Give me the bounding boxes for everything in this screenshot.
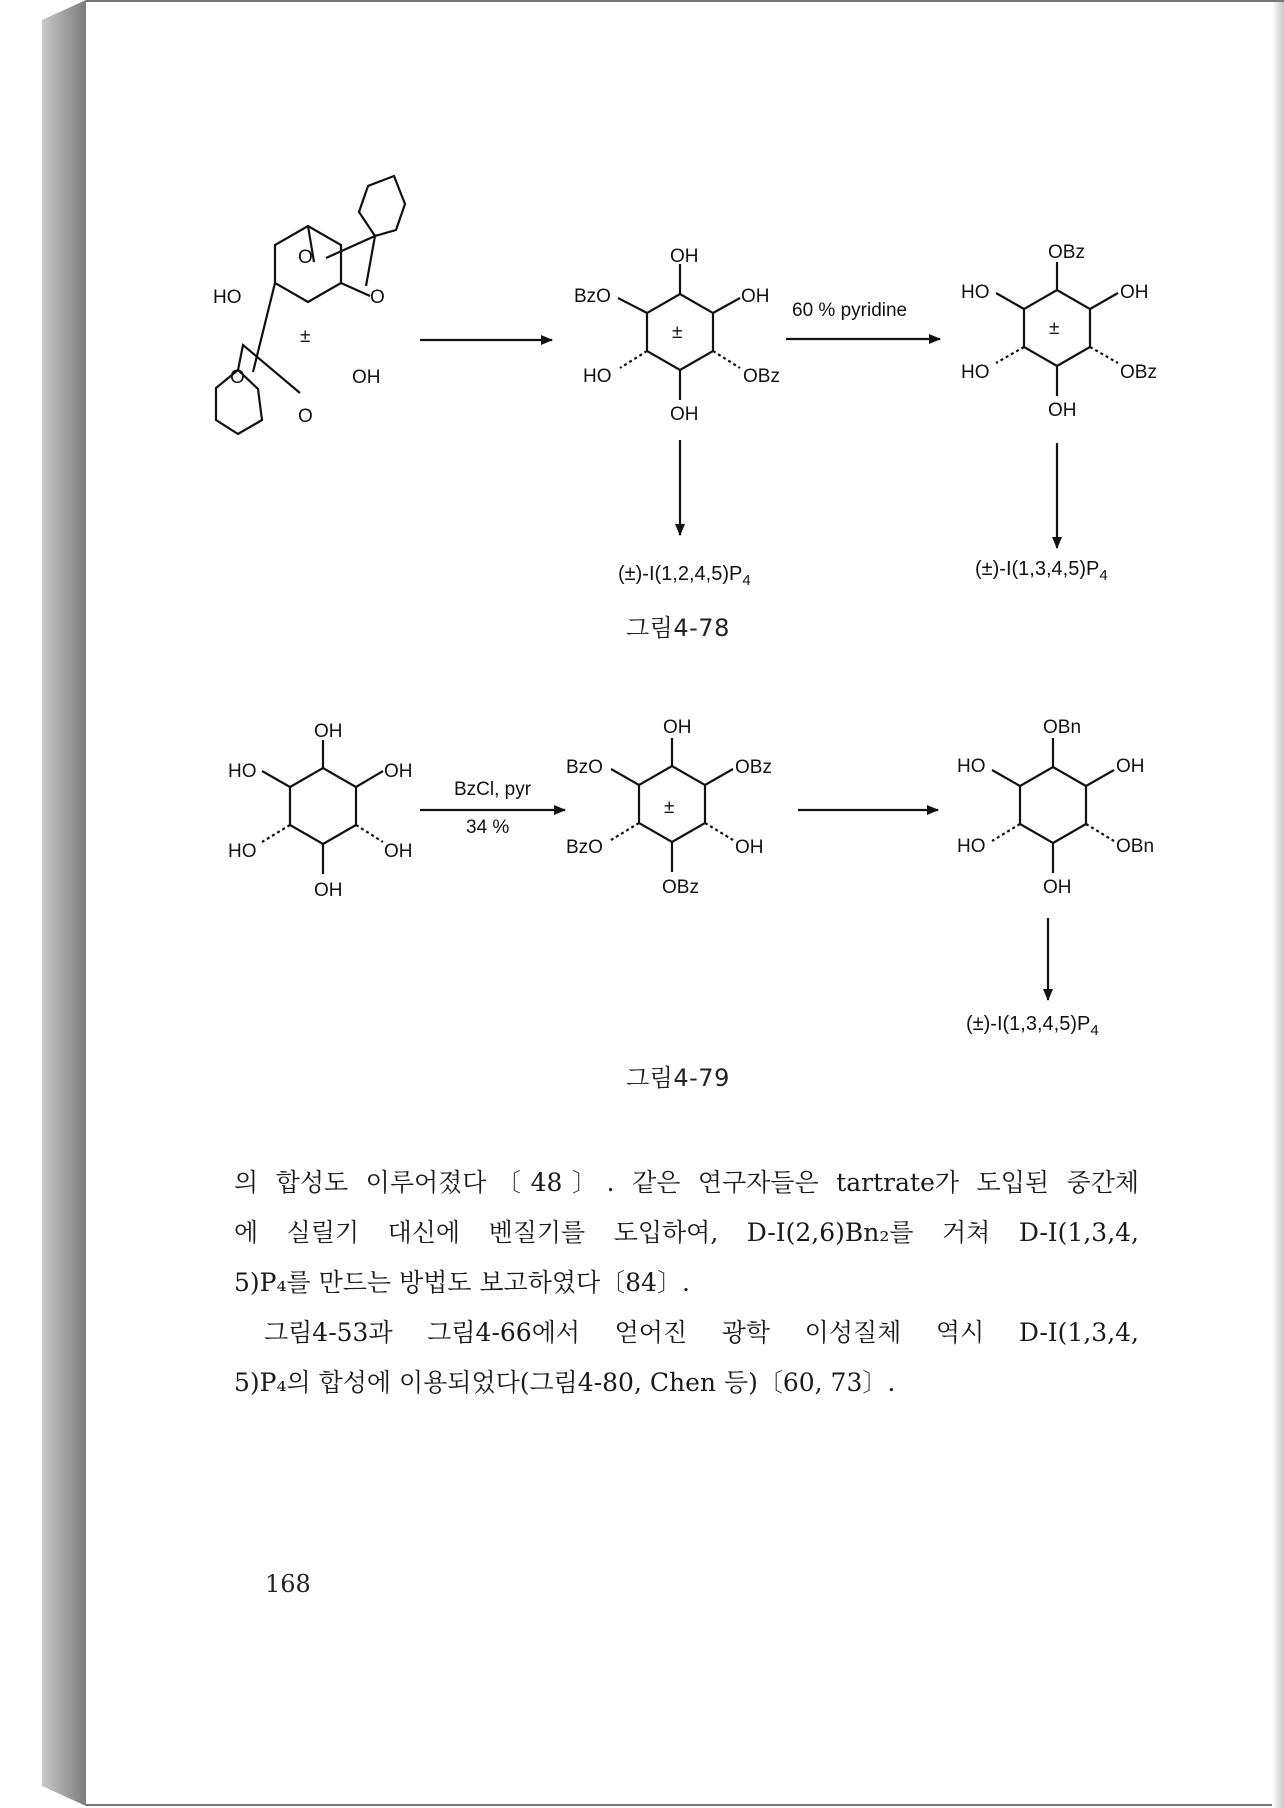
- fig79-m2-oh-top: OH: [663, 717, 692, 738]
- body-line-5: 5)P₄의 합성에 이용되었다(그림4-80, Chen 등)〔60, 73〕.: [234, 1368, 896, 1397]
- figure-78-caption: 그림4-78: [626, 614, 730, 642]
- fig79-m2-oh-lower: OH: [735, 837, 764, 858]
- fig78-m1-oh: OH: [352, 367, 381, 388]
- fig79-molecule-3: [992, 738, 1114, 873]
- fig79-m1-oh-bottom: OH: [314, 880, 343, 901]
- fig78-m3-obz-top: OBz: [1048, 242, 1085, 263]
- fig78-m1-o-top: O: [298, 247, 313, 268]
- fig79-m2-bzo-lower: BzO: [566, 837, 603, 858]
- page-number: 168: [265, 1570, 311, 1598]
- fig78-labels: [213, 242, 1157, 589]
- fig78-m3-ho-lower: HO: [961, 362, 990, 383]
- fig79-molecule-1: [262, 740, 383, 874]
- fig78-product-left: $(\pm)-I(1,2,4,5)P_4$: [618, 563, 751, 589]
- figure-79-caption: 그림4-79: [626, 1064, 730, 1092]
- fig79-labels: [228, 717, 1154, 1039]
- body-line-1: 의 합성도 이루어졌다〔48〕. 같은 연구자들은 tartrate가 도입된 중간체: [234, 1168, 1139, 1197]
- fig78-m2-oh-top: OH: [670, 246, 699, 267]
- body-paragraphs: [234, 1158, 1139, 1408]
- fig78-m3-pm: ±: [1049, 318, 1060, 339]
- fig79-product: $(\pm)-I(1,3,4,5)P_4$: [966, 1013, 1099, 1039]
- fig79-m3-ho-lower: HO: [957, 836, 986, 857]
- fig79-reagent: BzCl, pyr: [454, 779, 532, 800]
- fig78-m2-oh-bottom: OH: [670, 404, 699, 425]
- fig79-m3-obn-lower: OBn: [1116, 836, 1155, 857]
- fig78-m3-obz-lower: OBz: [1120, 362, 1157, 383]
- fig79-m1-oh-right: OH: [384, 761, 413, 782]
- fig78-m1-pm: ±: [300, 326, 311, 347]
- fig79-yield: 34 %: [466, 817, 510, 838]
- fig79-m1-ho-lower: HO: [228, 841, 257, 862]
- fig79-m2-obz-right: OBz: [735, 757, 772, 778]
- fig78-m3-oh-bottom: OH: [1048, 400, 1077, 421]
- fig78-m1-o-right: O: [370, 287, 385, 308]
- fig78-m2-ho: HO: [583, 366, 612, 387]
- fig78-reagent: 60 % pyridine: [792, 300, 908, 321]
- fig78-m1-o-left: O: [230, 367, 245, 388]
- fig79-m3-obn-top: OBn: [1043, 717, 1082, 738]
- fig79-m1-oh-lower: OH: [384, 841, 413, 862]
- fig78-m2-bzo: BzO: [574, 286, 611, 307]
- fig79-m3-oh-right: OH: [1116, 756, 1145, 777]
- body-line-2: 에 실릴기 대신에 벤질기를 도입하여, D-I(2,6)Bn₂를 거쳐 D-I(1,3,4,: [234, 1218, 1139, 1247]
- fig78-m3-ho-left: HO: [961, 282, 990, 303]
- fig78-m1-ho: HO: [213, 287, 242, 308]
- fig79-m1-ho-left: HO: [228, 761, 257, 782]
- fig79-m2-bzo-left: BzO: [566, 757, 603, 778]
- fig78-product-right: $(\pm)-I(1,3,4,5)P_4$: [975, 558, 1108, 584]
- fig78-m2-oh-right: OH: [741, 286, 770, 307]
- fig78-m2-obz: OBz: [743, 366, 780, 387]
- fig79-m3-ho-left: HO: [957, 756, 986, 777]
- body-line-4: 그림4-53과 그림4-66에서 얻어진 광학 이성질체 역시 D-I(1,3,4,: [264, 1318, 1139, 1347]
- fig78-m3-oh-right: OH: [1120, 282, 1149, 303]
- fig79-m3-oh-bottom: OH: [1043, 877, 1072, 898]
- fig78-m1-o-bottom: O: [298, 406, 313, 427]
- fig78-m2-pm: ±: [672, 322, 683, 343]
- fig79-m2-obz-bottom: OBz: [662, 877, 699, 898]
- body-line-3: 5)P₄를 만드는 방법도 보고하였다〔84〕.: [234, 1268, 690, 1297]
- fig79-m2-pm: ±: [664, 797, 675, 818]
- fig79-m1-oh-top: OH: [314, 721, 343, 742]
